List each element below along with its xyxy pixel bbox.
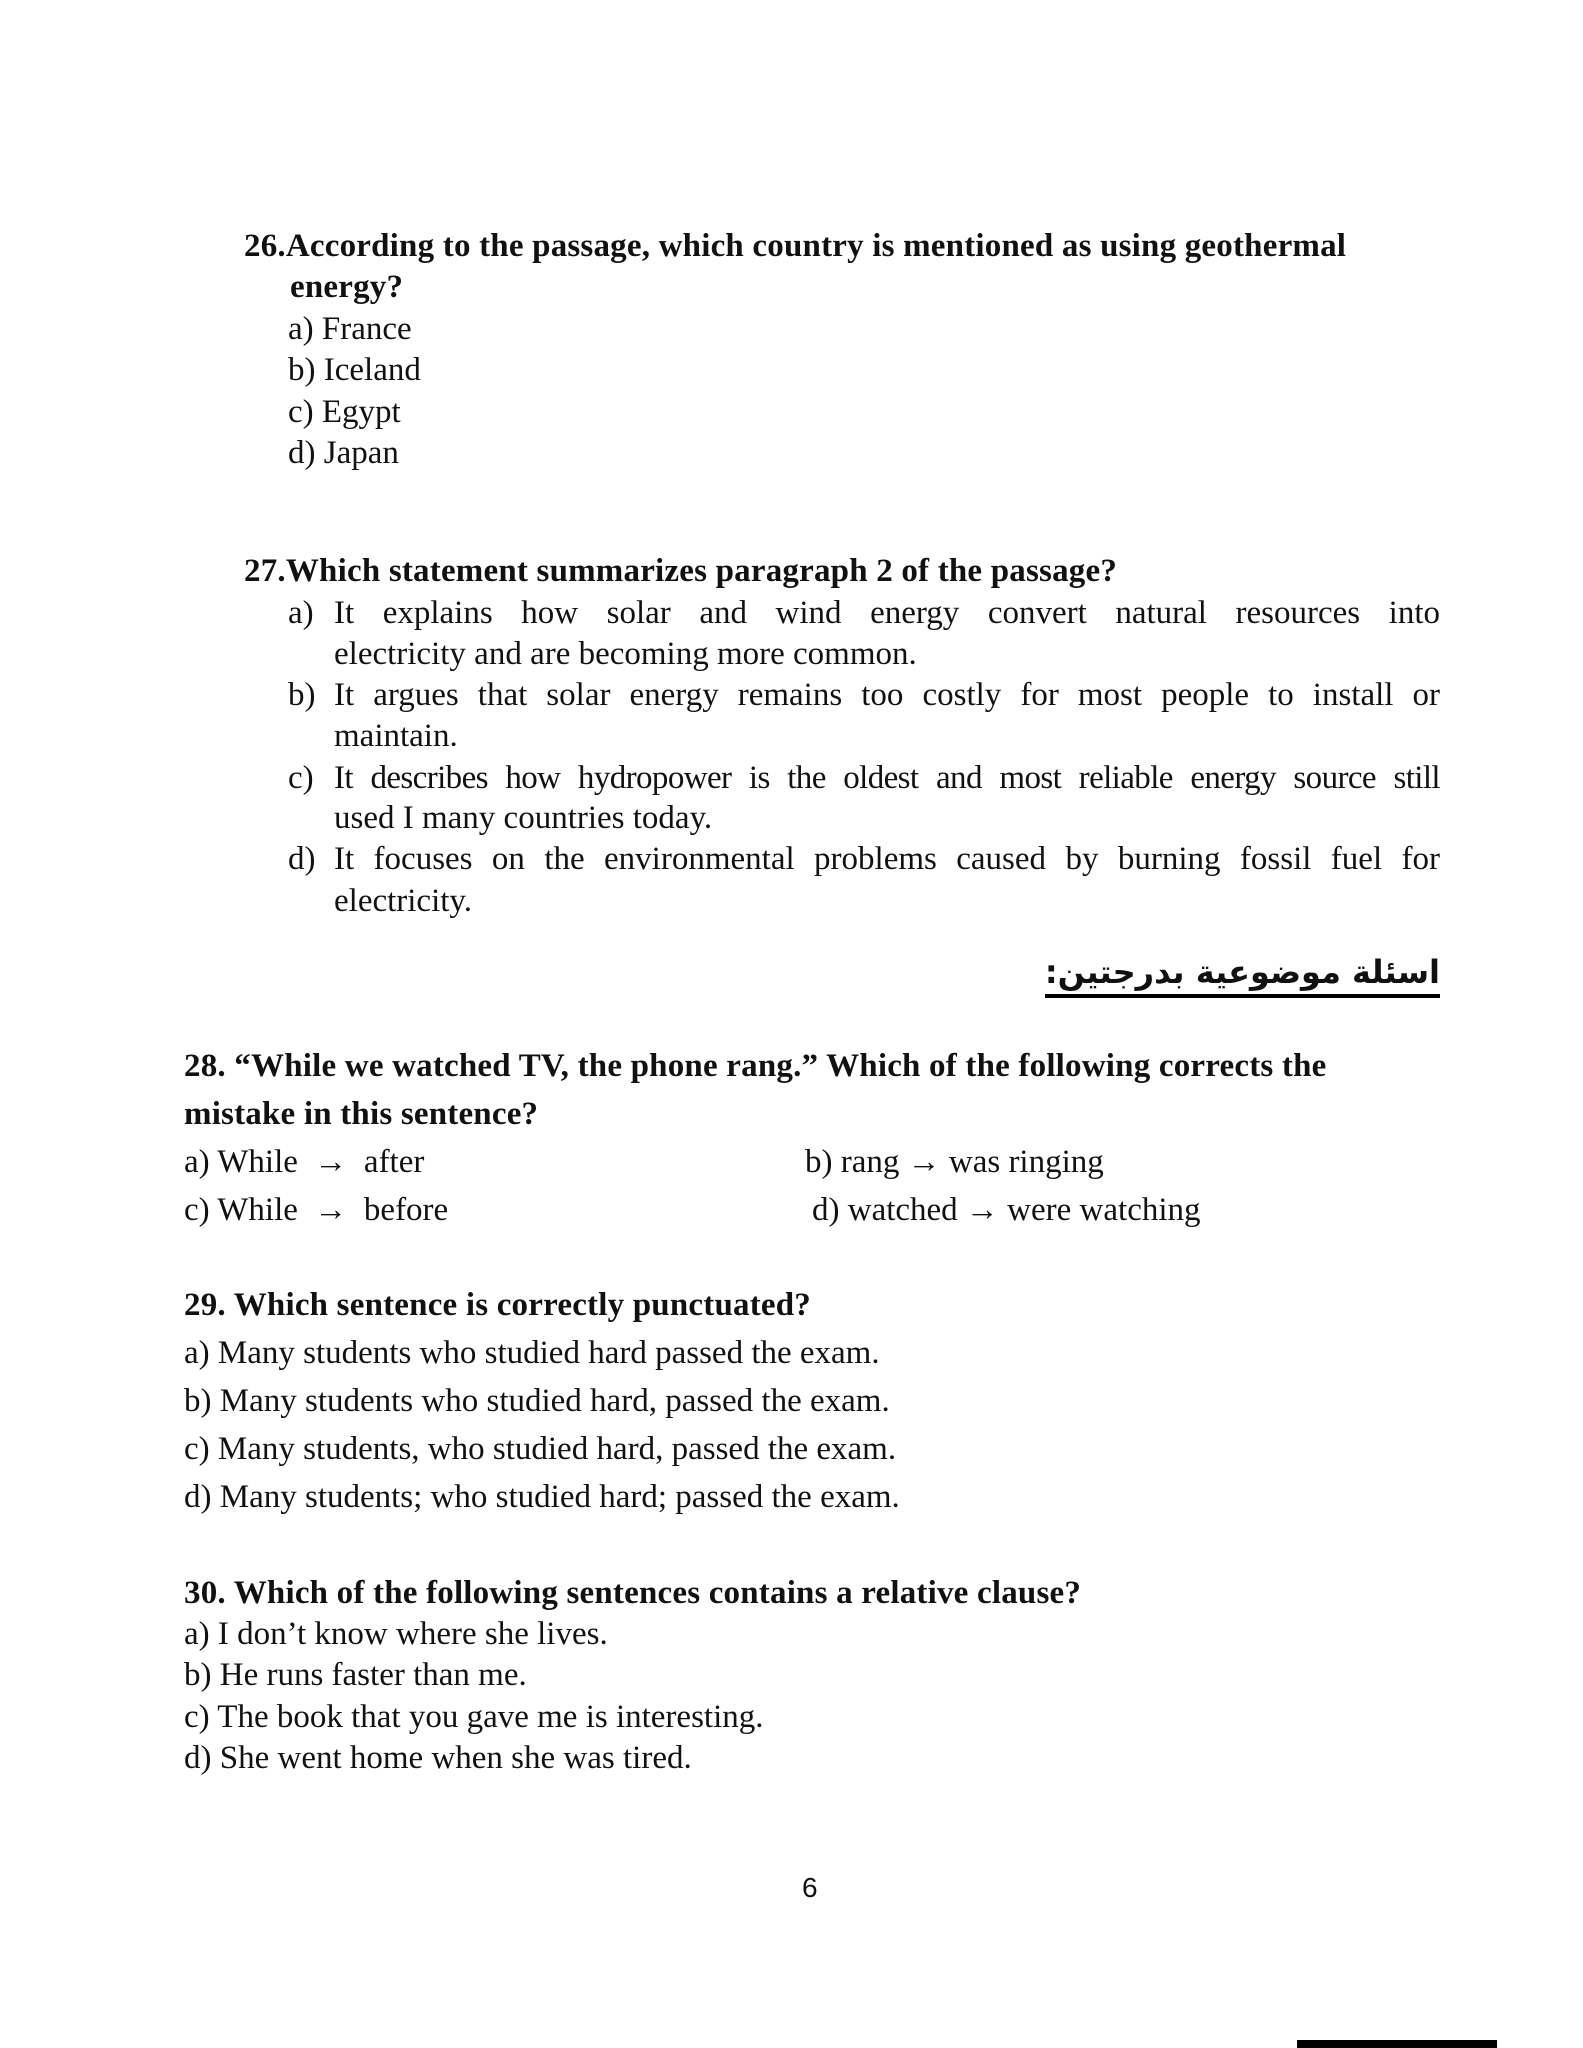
question-30-option-a: a) I don’t know where she lives. bbox=[184, 1616, 608, 1652]
question-28-option-d: d) watched → were watching bbox=[812, 1192, 1201, 1228]
question-29-title: 29. Which sentence is correctly punctuated? bbox=[184, 1287, 811, 1323]
question-29-option-d: d) Many students; who studied hard; passed the exam. bbox=[184, 1479, 900, 1515]
question-26-option-b: b) Iceland bbox=[288, 352, 421, 388]
question-26-option-d: d) Japan bbox=[288, 435, 399, 471]
question-30-option-d: d) She went home when she was tired. bbox=[184, 1740, 692, 1776]
question-27-option-b-line2: maintain. bbox=[334, 718, 458, 754]
question-27-option-c-line1: It describes how hydropower is the oldest and most reliable energy source still bbox=[334, 760, 1440, 796]
question-27-option-b-label: b) bbox=[288, 677, 316, 713]
question-26-line2: energy? bbox=[290, 269, 404, 305]
question-text: According to the passage, which country is mentioned as using geothermal bbox=[285, 228, 1347, 264]
section-heading-arabic: اسئلة موضوعية بدرجتين: bbox=[1045, 952, 1440, 998]
footer-bar bbox=[1297, 2040, 1497, 2048]
question-27-option-d-line2: electricity. bbox=[334, 883, 473, 919]
question-28-option-b: b) rang → was ringing bbox=[805, 1144, 1104, 1180]
question-27-option-c-line2: used I many countries today. bbox=[334, 800, 713, 836]
question-30-option-b: b) He runs faster than me. bbox=[184, 1657, 527, 1693]
question-number: 26. bbox=[244, 228, 286, 264]
question-27-option-c-label: c) bbox=[288, 760, 314, 796]
question-26-option-a: a) France bbox=[288, 311, 412, 347]
question-28-option-a: a) While → after bbox=[184, 1144, 425, 1180]
question-27-option-a-label: a) bbox=[288, 595, 314, 631]
question-28-option-c: c) While → before bbox=[184, 1192, 449, 1228]
question-27-option-d-label: d) bbox=[288, 841, 316, 877]
question-27-option-b-line1: It argues that solar energy remains too costly for most people to install or bbox=[334, 677, 1440, 713]
question-28-line1: 28. “While we watched TV, the phone rang.” Which of the following corrects the bbox=[184, 1048, 1327, 1084]
question-27-option-a-line2: electricity and are becoming more common. bbox=[334, 636, 917, 672]
question-29-option-c: c) Many students, who studied hard, passed the exam. bbox=[184, 1431, 897, 1467]
question-26-line1 bbox=[244, 228, 1346, 265]
page-number: 6 bbox=[802, 1872, 818, 1903]
question-30-title: 30. Which of the following sentences contains a relative clause? bbox=[184, 1575, 1082, 1611]
question-29-option-b: b) Many students who studied hard, passed the exam. bbox=[184, 1383, 890, 1419]
question-27-title bbox=[244, 553, 1117, 590]
question-29-option-a: a) Many students who studied hard passed the exam. bbox=[184, 1335, 880, 1371]
question-27-option-a-line1: It explains how solar and wind energy convert natural resources into bbox=[334, 595, 1440, 631]
question-26-option-c: c) Egypt bbox=[288, 394, 401, 430]
question-27-option-d-line1: It focuses on the environmental problems caused by burning fossil fuel for bbox=[334, 841, 1440, 877]
question-number: 27. bbox=[244, 553, 286, 589]
question-text: Which statement summarizes paragraph 2 of the passage? bbox=[285, 553, 1118, 589]
question-30-option-c: c) The book that you gave me is interesting. bbox=[184, 1699, 764, 1735]
question-28-line2: mistake in this sentence? bbox=[184, 1096, 539, 1132]
